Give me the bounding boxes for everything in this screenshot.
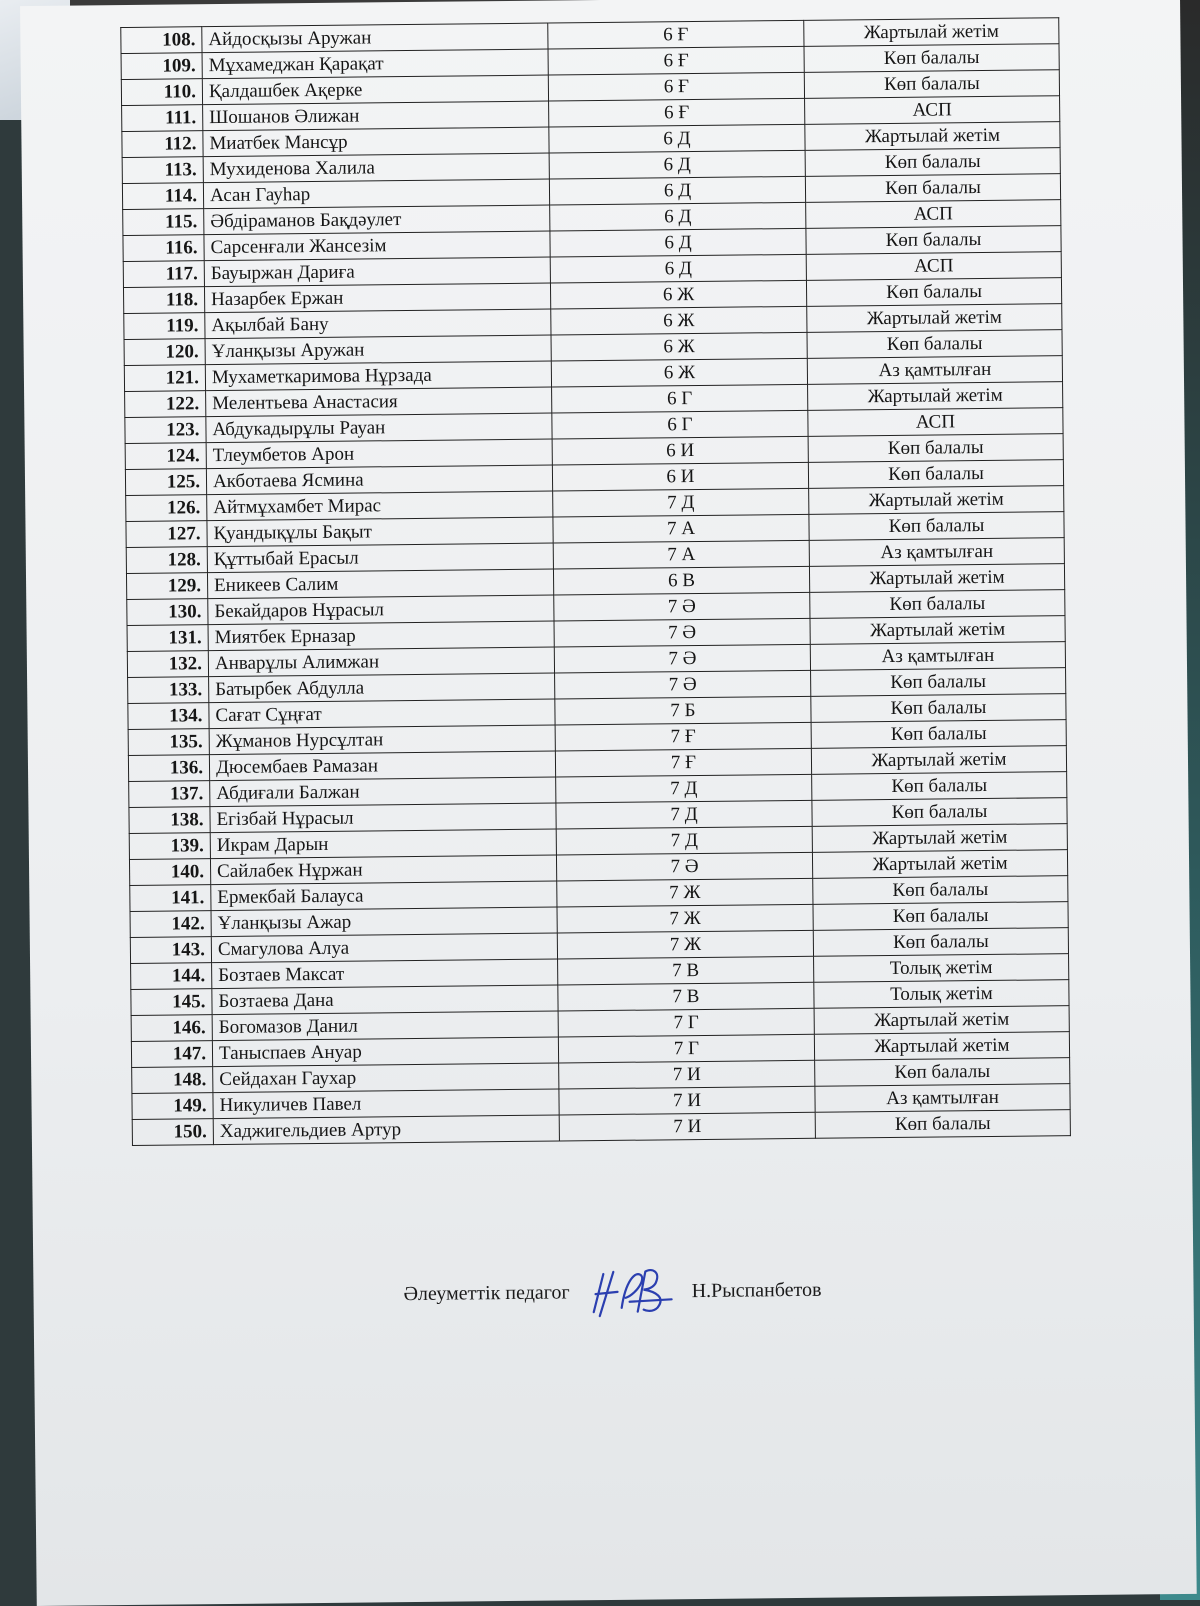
- status-cell: Көп балалы: [810, 590, 1065, 619]
- student-name: Ұланқызы Аружан: [205, 335, 551, 365]
- row-number: 131.: [127, 625, 208, 652]
- student-name: Тлеумбетов Арон: [206, 439, 552, 469]
- class-cell: 7 А: [553, 514, 809, 543]
- class-cell: 6 Ж: [551, 358, 807, 387]
- class-cell: 7 Д: [556, 774, 812, 803]
- row-number: 112.: [122, 131, 203, 158]
- class-cell: 6 Ғ: [549, 98, 805, 127]
- class-cell: 7 И: [559, 1060, 815, 1089]
- student-name: Назарбек Ержан: [204, 283, 550, 313]
- row-number: 121.: [124, 365, 205, 392]
- status-cell: Көп балалы: [805, 148, 1060, 177]
- status-cell: Жартылай жетім: [809, 564, 1064, 593]
- student-list-table: [120, 17, 1071, 1146]
- row-number: 148.: [132, 1067, 213, 1094]
- status-cell: Көп балалы: [815, 1110, 1070, 1139]
- row-number: 120.: [124, 339, 205, 366]
- student-name: Сарсенғали Жансезім: [204, 231, 550, 261]
- status-cell: АСП: [806, 200, 1061, 229]
- student-name: Бозтаев Максат: [212, 959, 558, 989]
- class-cell: 6 Ж: [551, 306, 807, 335]
- row-number: 111.: [122, 105, 203, 132]
- row-number: 130.: [127, 599, 208, 626]
- row-number: 145.: [131, 989, 212, 1016]
- status-cell: Көп балалы: [805, 174, 1060, 203]
- student-name: Егізбай Нұрасыл: [210, 803, 556, 833]
- row-number: 128.: [126, 547, 207, 574]
- row-number: 143.: [130, 937, 211, 964]
- row-number: 146.: [131, 1015, 212, 1042]
- status-cell: Көп балалы: [806, 278, 1061, 307]
- status-cell: АСП: [806, 252, 1061, 281]
- status-cell: Аз қамтылған: [809, 538, 1064, 567]
- row-number: 113.: [122, 157, 203, 184]
- row-number: 137.: [129, 781, 210, 808]
- status-cell: АСП: [808, 408, 1063, 437]
- status-cell: Жартылай жетім: [808, 382, 1063, 411]
- class-cell: 7 В: [558, 982, 814, 1011]
- student-name: Қалдашбек Ақерке: [202, 75, 548, 105]
- row-number: 141.: [130, 885, 211, 912]
- status-cell: Көп балалы: [811, 694, 1066, 723]
- row-number: 147.: [131, 1041, 212, 1068]
- status-cell: Көп балалы: [806, 226, 1061, 255]
- row-number: 116.: [123, 235, 204, 262]
- student-name: Абдукадырұлы Рауан: [206, 413, 552, 443]
- class-cell: 6 Ғ: [548, 72, 804, 101]
- row-number: 134.: [128, 703, 209, 730]
- row-number: 117.: [123, 261, 204, 288]
- student-name: Ақылбай Бану: [205, 309, 551, 339]
- row-number: 142.: [130, 911, 211, 938]
- row-number: 140.: [129, 859, 210, 886]
- status-cell: Көп балалы: [813, 928, 1068, 957]
- class-cell: 6 В: [553, 566, 809, 595]
- student-name: Икрам Дарын: [210, 829, 556, 859]
- row-number: 115.: [123, 209, 204, 236]
- class-cell: 6 Ғ: [548, 46, 804, 75]
- status-cell: Толық жетім: [814, 954, 1069, 983]
- status-cell: Жартылай жетім: [814, 1032, 1069, 1061]
- student-name: Бекайдаров Нұрасыл: [208, 595, 554, 625]
- class-cell: 7 Г: [558, 1034, 814, 1063]
- row-number: 129.: [126, 573, 207, 600]
- status-cell: Көп балалы: [809, 512, 1064, 541]
- status-cell: Толық жетім: [814, 980, 1069, 1009]
- student-name: Хаджигельдиев Артур: [213, 1115, 559, 1145]
- class-cell: 6 Д: [549, 124, 805, 153]
- status-cell: Жартылай жетім: [812, 850, 1067, 879]
- class-cell: 7 Г: [558, 1008, 814, 1037]
- student-name: Мухаметкаримова Нұрзада: [205, 361, 551, 391]
- class-cell: 7 Ж: [557, 930, 813, 959]
- status-cell: Көп балалы: [815, 1058, 1070, 1087]
- class-cell: 6 Г: [552, 384, 808, 413]
- class-cell: 7 Ж: [557, 904, 813, 933]
- row-number: 109.: [121, 53, 202, 80]
- class-cell: 6 Г: [552, 410, 808, 439]
- row-number: 136.: [128, 755, 209, 782]
- class-cell: 7 Ғ: [555, 748, 811, 777]
- student-name: Қуандықұлы Бақыт: [207, 517, 553, 547]
- status-cell: Аз қамтылған: [807, 356, 1062, 385]
- row-number: 133.: [128, 677, 209, 704]
- student-name: Сағат Сұңғат: [209, 699, 555, 729]
- class-cell: 7 Б: [555, 696, 811, 725]
- class-cell: 7 Ж: [557, 878, 813, 907]
- status-cell: Жартылай жетім: [807, 304, 1062, 333]
- student-name: Дюсембаев Рамазан: [209, 751, 555, 781]
- status-cell: Көп балалы: [812, 798, 1067, 827]
- status-cell: Жартылай жетім: [810, 616, 1065, 645]
- class-cell: 7 Ғ: [555, 722, 811, 751]
- row-number: 119.: [124, 313, 205, 340]
- status-cell: Көп балалы: [813, 902, 1068, 931]
- class-cell: 6 Д: [549, 150, 805, 179]
- row-number: 118.: [123, 287, 204, 314]
- status-cell: Жартылай жетім: [805, 122, 1060, 151]
- class-cell: 7 В: [558, 956, 814, 985]
- student-name: Богомазов Данил: [212, 1011, 558, 1041]
- class-cell: 7 Д: [556, 826, 812, 855]
- student-name: Абдиғали Балжан: [210, 777, 556, 807]
- row-number: 108.: [121, 27, 202, 54]
- student-name: Таныспаев Ануар: [212, 1037, 558, 1067]
- row-number: 144.: [131, 963, 212, 990]
- row-number: 139.: [129, 833, 210, 860]
- class-cell: 7 Ә: [554, 618, 810, 647]
- student-name: Акботаева Ясмина: [206, 465, 552, 495]
- student-name: Айдосқызы Аружан: [202, 23, 548, 53]
- student-name: Никуличев Павел: [213, 1089, 559, 1119]
- status-cell: Жартылай жетім: [804, 18, 1059, 47]
- row-number: 149.: [132, 1093, 213, 1120]
- class-cell: 6 Д: [549, 176, 805, 205]
- row-number: 114.: [122, 183, 203, 210]
- class-cell: 6 Ж: [551, 332, 807, 361]
- signature-block: [403, 1260, 822, 1324]
- student-name: Анварұлы Алимжан: [208, 647, 554, 677]
- class-cell: 6 И: [552, 462, 808, 491]
- status-cell: Көп балалы: [808, 434, 1063, 463]
- student-name: Шошанов Әлижан: [203, 101, 549, 131]
- student-name: Айтмұхамбет Мирас: [207, 491, 553, 521]
- student-name: Ермекбай Балауса: [211, 881, 557, 911]
- class-cell: 6 Ғ: [548, 20, 804, 49]
- class-cell: 6 Ж: [550, 280, 806, 309]
- student-name: Сайлабек Нұржан: [210, 855, 556, 885]
- status-cell: Аз қамтылған: [810, 642, 1065, 671]
- status-cell: Жартылай жетім: [812, 824, 1067, 853]
- class-cell: 7 И: [559, 1086, 815, 1115]
- signature-image: [585, 1261, 676, 1322]
- class-cell: 7 Ә: [554, 592, 810, 621]
- position-label: Әлеуметтік педагог: [403, 1280, 570, 1305]
- class-cell: 6 Д: [550, 254, 806, 283]
- row-number: 135.: [128, 729, 209, 756]
- student-name: Мухиденова Халила: [203, 153, 549, 183]
- student-name: Смагулова Алуа: [211, 933, 557, 963]
- status-cell: Көп балалы: [813, 876, 1068, 905]
- class-cell: 6 И: [552, 436, 808, 465]
- student-name: Бауыржан Дариға: [204, 257, 550, 287]
- student-name: Әбдіраманов Бақдәулет: [204, 205, 550, 235]
- class-cell: 7 Ә: [556, 852, 812, 881]
- student-name: Ұланқызы Ажар: [211, 907, 557, 937]
- row-number: 127.: [126, 521, 207, 548]
- class-cell: 7 А: [553, 540, 809, 569]
- status-cell: Жартылай жетім: [809, 486, 1064, 515]
- status-cell: Көп балалы: [812, 772, 1067, 801]
- class-cell: 7 Ә: [555, 670, 811, 699]
- row-number: 138.: [129, 807, 210, 834]
- row-number: 126.: [126, 495, 207, 522]
- class-cell: 6 Д: [550, 202, 806, 231]
- class-cell: 7 И: [559, 1112, 815, 1141]
- status-cell: Көп балалы: [804, 70, 1059, 99]
- document-page: [20, 0, 1197, 1606]
- status-cell: Көп балалы: [811, 668, 1066, 697]
- row-number: 125.: [125, 469, 206, 496]
- signer-name: Н.Рыспанбетов: [691, 1278, 822, 1302]
- student-name: Батырбек Абдулла: [209, 673, 555, 703]
- student-name: Миятбек Ерназар: [208, 621, 554, 651]
- row-number: 150.: [132, 1119, 213, 1146]
- class-cell: 7 Д: [553, 488, 809, 517]
- student-name: Құттыбай Ерасыл: [207, 543, 553, 573]
- status-cell: Көп балалы: [808, 460, 1063, 489]
- class-cell: 7 Ә: [554, 644, 810, 673]
- student-name: Мелентьева Анастасия: [206, 387, 552, 417]
- status-cell: Көп балалы: [804, 44, 1059, 73]
- status-cell: АСП: [805, 96, 1060, 125]
- student-name: Еникеев Салим: [207, 569, 553, 599]
- status-cell: Көп балалы: [807, 330, 1062, 359]
- student-name: Миатбек Мансұр: [203, 127, 549, 157]
- status-cell: Көп балалы: [811, 720, 1066, 749]
- row-number: 123.: [125, 417, 206, 444]
- class-cell: 6 Д: [550, 228, 806, 257]
- student-name: Сейдахан Гаухар: [213, 1063, 559, 1093]
- student-name: Асан Гауһар: [203, 179, 549, 209]
- student-name: Жұманов Нурсұлтан: [209, 725, 555, 755]
- row-number: 124.: [125, 443, 206, 470]
- class-cell: 7 Д: [556, 800, 812, 829]
- status-cell: Аз қамтылған: [815, 1084, 1070, 1113]
- student-name: Мұхамеджан Қарақат: [202, 49, 548, 79]
- row-number: 132.: [127, 651, 208, 678]
- student-name: Бозтаева Дана: [212, 985, 558, 1015]
- status-cell: Жартылай жетім: [814, 1006, 1069, 1035]
- row-number: 110.: [121, 79, 202, 106]
- row-number: 122.: [125, 391, 206, 418]
- status-cell: Жартылай жетім: [811, 746, 1066, 775]
